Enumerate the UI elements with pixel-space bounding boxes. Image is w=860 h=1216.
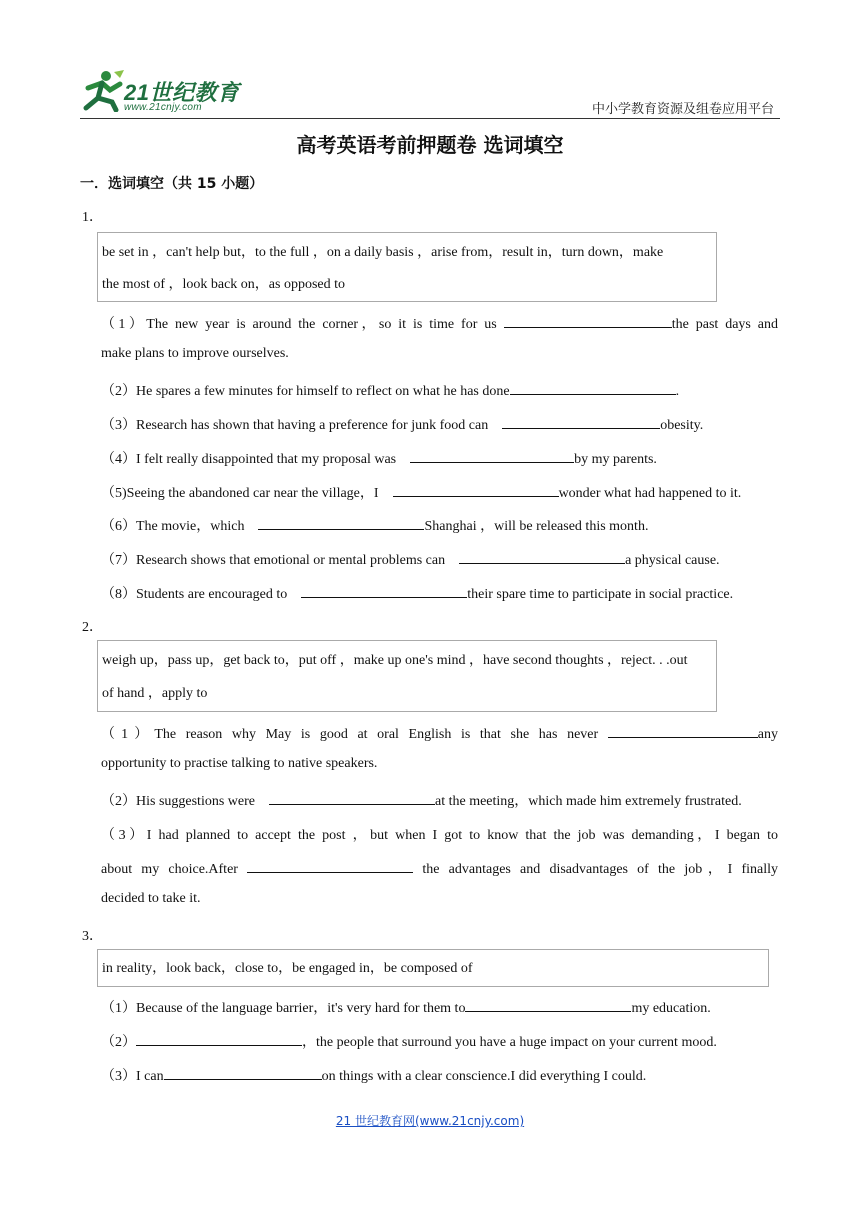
word-bank-box bbox=[97, 232, 717, 302]
header-divider bbox=[80, 118, 780, 119]
word-bank-box bbox=[97, 640, 717, 712]
item-text: （8）Students are encouraged to bbox=[101, 587, 288, 602]
question-item bbox=[101, 723, 778, 743]
word-bank-line: the most of ，look back on，as opposed to bbox=[102, 277, 346, 292]
question-item: （3）I had planned to accept the post ，but when I got to know that the job was demanding，I began to bbox=[101, 828, 778, 843]
runner-logo-icon bbox=[80, 68, 126, 112]
item-text: any bbox=[757, 727, 779, 742]
page-title: 高考英语考前押题卷 选词填空 bbox=[296, 133, 564, 157]
answer-blank[interactable] bbox=[465, 997, 631, 1012]
word-bank-line: in reality，look back，close to，be engaged in，be composed of bbox=[102, 961, 473, 976]
item-text: （1）The reason why May is good at oral English is that she has never bbox=[101, 727, 599, 742]
item-text: （3）I can bbox=[101, 1069, 164, 1084]
item-continuation: opportunity to practise talking to native speakers. bbox=[101, 756, 378, 771]
answer-blank[interactable] bbox=[136, 1031, 302, 1046]
item-text: their spare time to participate in social practice. bbox=[467, 587, 734, 602]
word-bank-box bbox=[97, 949, 769, 987]
footer-link[interactable]: 21 世纪教育网(www.21cnjy.com) bbox=[335, 1114, 525, 1128]
question-item bbox=[101, 313, 778, 333]
item-continuation bbox=[101, 858, 778, 878]
logo-url-text: www.21cnjy.com bbox=[124, 102, 202, 113]
item-text: a physical cause. bbox=[625, 553, 720, 568]
item-text: at the meeting，which made him extremely frustrated. bbox=[435, 794, 742, 809]
question-item bbox=[101, 515, 648, 535]
question-item bbox=[101, 549, 720, 569]
question-item bbox=[101, 482, 741, 502]
item-text: （4）I felt really disappointed that my proposal was bbox=[101, 452, 397, 467]
word-bank-line: of hand ，apply to bbox=[102, 686, 208, 701]
answer-blank[interactable] bbox=[301, 583, 467, 598]
answer-blank[interactable] bbox=[502, 414, 660, 429]
item-text: （1）The new year is around the corner，so it is time for us bbox=[101, 317, 497, 332]
logo-brand-text: 21世纪教育 bbox=[124, 80, 240, 105]
item-text: my education. bbox=[631, 1001, 711, 1016]
item-text: obesity. bbox=[660, 418, 704, 433]
answer-blank[interactable] bbox=[164, 1065, 322, 1080]
question-number: 3． bbox=[82, 929, 103, 944]
question-number: 2． bbox=[82, 620, 103, 635]
question-number: 1． bbox=[82, 210, 103, 225]
item-text: （2） bbox=[101, 1035, 136, 1050]
item-text: （1）Because of the language barrier，it's very hard for them to bbox=[101, 1001, 466, 1016]
item-text: . bbox=[675, 384, 680, 399]
item-text: （6）The movie，which bbox=[101, 519, 245, 534]
section-heading: 一．选词填空（共 15 小题） bbox=[80, 176, 264, 192]
item-text: （7）Research shows that emotional or mental problems can bbox=[101, 553, 446, 568]
item-text: on things with a clear conscience.I did everything I could. bbox=[321, 1069, 647, 1084]
item-text: wonder what had happened to it. bbox=[558, 486, 742, 501]
answer-blank[interactable] bbox=[393, 482, 559, 497]
answer-blank[interactable] bbox=[608, 723, 758, 738]
word-bank-line: weigh up，pass up，get back to，put off ，make up one's mind ，have second thoughts ，reject. . .out bbox=[102, 653, 688, 668]
question-item bbox=[101, 790, 742, 810]
item-text: （3）Research has shown that having a preference for junk food can bbox=[101, 418, 489, 433]
item-text: ，the people that surround you have a huge impact on your current mood. bbox=[302, 1035, 717, 1050]
question-item bbox=[101, 997, 711, 1017]
question-item bbox=[101, 448, 657, 468]
question-item bbox=[101, 1065, 646, 1085]
item-text: about my choice.After bbox=[101, 862, 238, 877]
question-item bbox=[101, 380, 679, 400]
answer-blank[interactable] bbox=[269, 790, 435, 805]
question-item bbox=[101, 1031, 717, 1051]
answer-blank[interactable] bbox=[459, 549, 625, 564]
item-text: （2）He spares a few minutes for himself to reflect on what he has done bbox=[101, 384, 510, 399]
answer-blank[interactable] bbox=[504, 313, 672, 328]
question-item bbox=[101, 583, 733, 603]
item-text: the past days and bbox=[671, 317, 779, 332]
answer-blank[interactable] bbox=[247, 858, 413, 873]
item-text: the advantages and disadvantages of the job，I finally bbox=[422, 862, 779, 877]
question-item bbox=[101, 414, 703, 434]
answer-blank[interactable] bbox=[410, 448, 574, 463]
word-bank-line: be set in ，can't help but，to the full ，on a daily basis ，arise from，result in，turn down，make bbox=[102, 245, 664, 260]
item-text: （5)Seeing the abandoned car near the village，I bbox=[101, 486, 379, 501]
item-continuation: make plans to improve ourselves. bbox=[101, 346, 289, 361]
item-text: by my parents. bbox=[574, 452, 657, 467]
item-text: Shanghai ，will be released this month. bbox=[424, 519, 649, 534]
answer-blank[interactable] bbox=[258, 515, 424, 530]
item-continuation: decided to take it. bbox=[101, 891, 201, 906]
answer-blank[interactable] bbox=[510, 380, 676, 395]
platform-label: 中小学教育资源及组卷应用平台 bbox=[591, 101, 774, 116]
item-text: （2）His suggestions were bbox=[101, 794, 255, 809]
